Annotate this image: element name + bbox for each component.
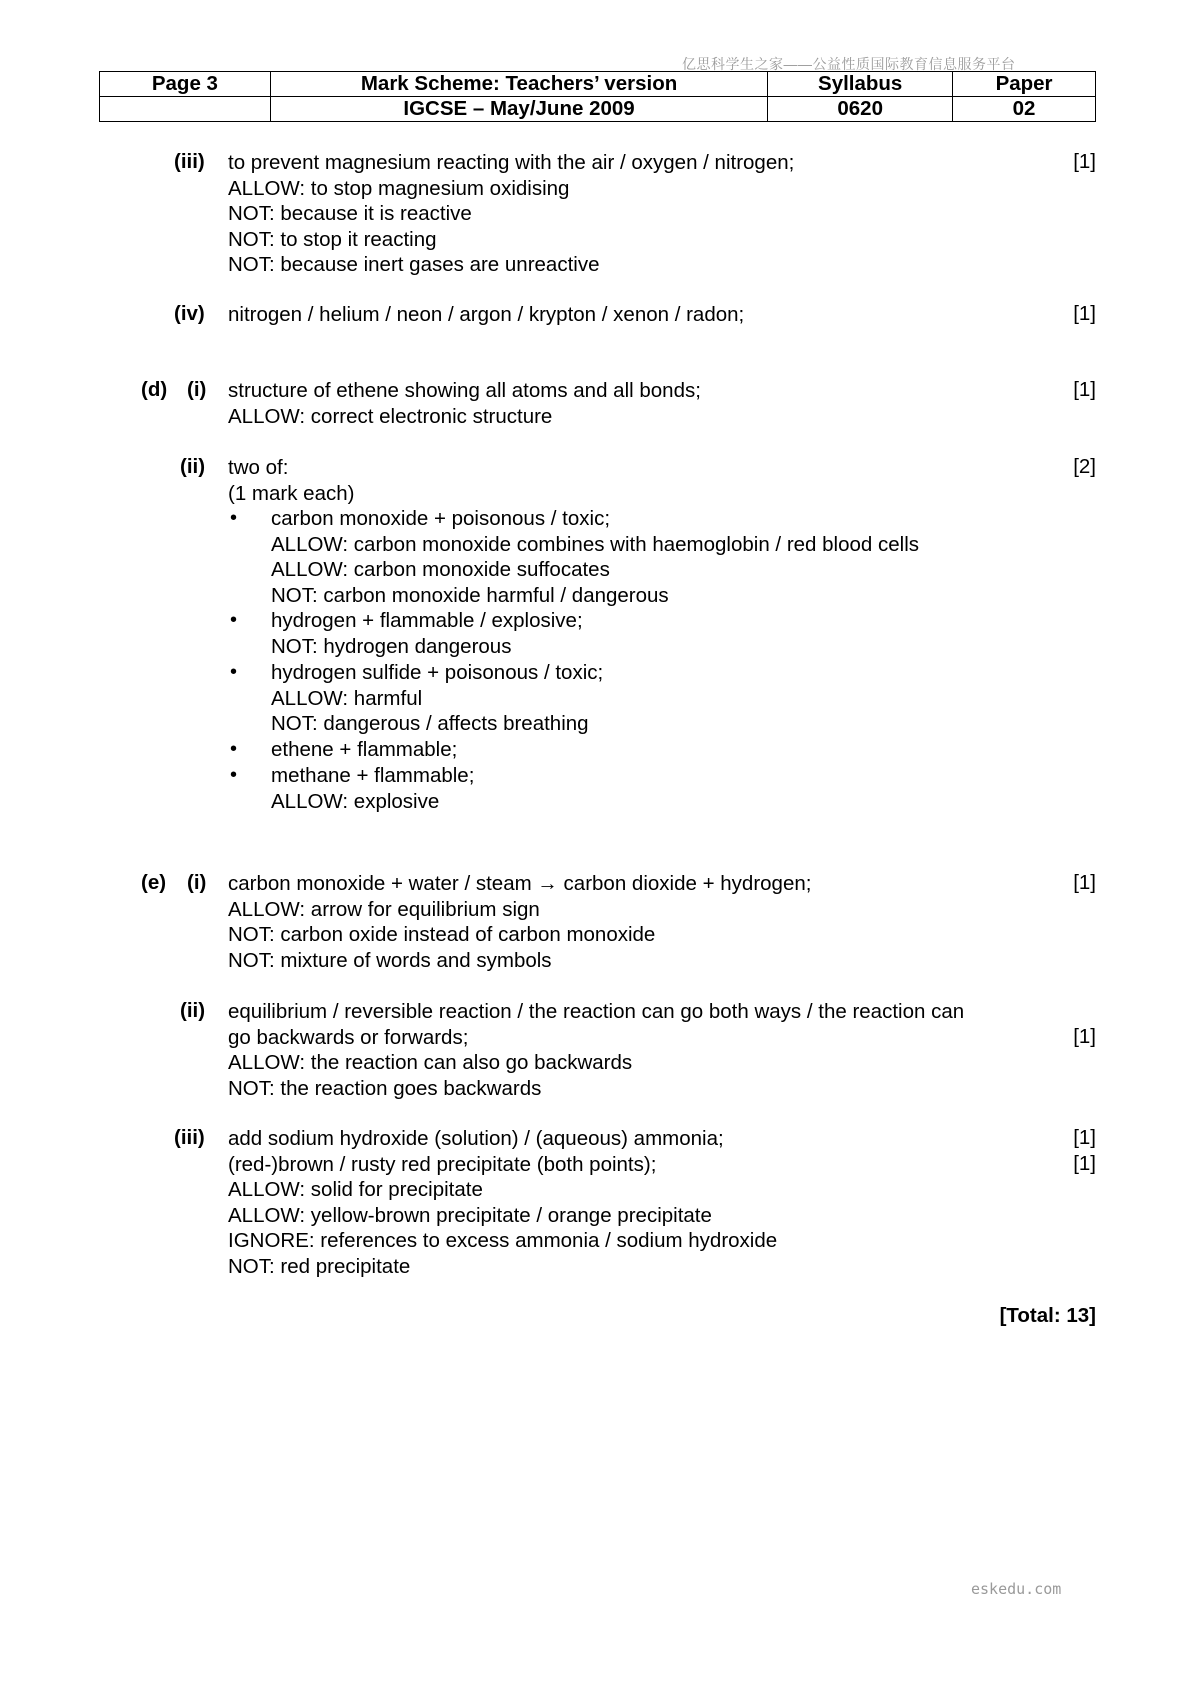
header-title: Mark Scheme: Teachers’ version xyxy=(270,72,767,97)
bullet-dot: • xyxy=(230,738,238,760)
bullet-5-line-2: ALLOW: explosive xyxy=(271,789,440,813)
answer-e-i-line-1: carbon monoxide + water / steam → carbon dioxide + hydrogen; xyxy=(228,872,812,895)
label-iii-c: (iii) xyxy=(174,150,205,173)
bullet-4-line-1: ethene + flammable; xyxy=(271,738,458,761)
header-row-2 xyxy=(100,97,1096,122)
answer-e-i-line-2: ALLOW: arrow for equilibrium sign xyxy=(228,897,540,921)
answer-e-i-line-4: NOT: mixture of words and symbols xyxy=(228,948,552,972)
answer-iv-c-line-1: nitrogen / helium / neon / argon / krypton / xenon / radon; xyxy=(228,303,745,326)
answer-e-iii-line-3: ALLOW: solid for precipitate xyxy=(228,1178,483,1201)
header-table xyxy=(99,71,1096,122)
mark-e-ii: [1] xyxy=(1073,1024,1096,1048)
bullet-2-line-1: hydrogen + flammable / explosive; xyxy=(271,609,583,632)
bullet-dot: • xyxy=(230,609,238,631)
header-paper-number: 02 xyxy=(953,97,1096,122)
answer-iii-c-line-2: ALLOW: to stop magnesium oxidising xyxy=(228,176,570,200)
answer-e-i-line-3: NOT: carbon oxide instead of carbon monoxide xyxy=(228,923,656,946)
bullet-1-line-4: NOT: carbon monoxide harmful / dangerous xyxy=(271,583,669,607)
answer-iii-c-line-3: NOT: because it is reactive xyxy=(228,202,472,225)
mark-iii-c: [1] xyxy=(1073,150,1096,173)
answer-e-iii-line-1: add sodium hydroxide (solution) / (aqueous) ammonia; xyxy=(228,1127,724,1150)
label-e-iii: (iii) xyxy=(174,1126,205,1149)
watermark-top: 亿思科学生之家——公益性质国际教育信息服务平台 xyxy=(682,56,1016,72)
header-page: Page 3 xyxy=(100,72,271,97)
mark-d-ii: [2] xyxy=(1073,455,1096,478)
bullet-1-line-1: carbon monoxide + poisonous / toxic; xyxy=(271,507,611,530)
bullet-1-line-3: ALLOW: carbon monoxide suffocates xyxy=(271,558,610,581)
answer-e-ii-line-1: equilibrium / reversible reaction / the reaction can go both ways / the reaction can xyxy=(228,1000,965,1023)
header-syllabus-code: 0620 xyxy=(768,97,953,122)
bullet-3-line-3: NOT: dangerous / affects breathing xyxy=(271,712,589,735)
answer-e-iii-line-5: IGNORE: references to excess ammonia / sodium hydroxide xyxy=(228,1229,778,1252)
label-d-i: (i) xyxy=(187,378,207,401)
bullet-5-line-1: methane + flammable; xyxy=(271,764,475,787)
mark-e-iii-1: [1] xyxy=(1073,1126,1096,1149)
bullet-dot: • xyxy=(230,661,238,683)
label-iv-c: (iv) xyxy=(174,302,205,325)
label-e-ii: (ii) xyxy=(180,999,206,1022)
answer-d-ii-mark-note: (1 mark each) xyxy=(228,481,355,505)
label-e-i: (i) xyxy=(187,871,207,894)
header-row-1 xyxy=(100,72,1096,97)
answer-iii-c-line-5: NOT: because inert gases are unreactive xyxy=(228,253,600,276)
answer-d-i-line-2: ALLOW: correct electronic structure xyxy=(228,404,553,428)
answer-e-ii-line-2: go backwards or forwards; xyxy=(228,1025,469,1049)
bullet-1-line-2: ALLOW: carbon monoxide combines with haemoglobin / red blood cells xyxy=(271,532,920,556)
answer-e-ii-line-3: ALLOW: the reaction can also go backwards xyxy=(228,1051,633,1074)
mark-d-i: [1] xyxy=(1073,378,1096,401)
header-syllabus-label: Syllabus xyxy=(768,72,953,97)
answer-d-ii-intro: two of: xyxy=(228,456,289,479)
answer-iii-c-line-4: NOT: to stop it reacting xyxy=(228,227,437,251)
mark-e-i: [1] xyxy=(1073,871,1096,894)
bullet-dot: • xyxy=(230,764,238,786)
bullet-dot: • xyxy=(230,507,238,529)
bullet-3-line-1: hydrogen sulfide + poisonous / toxic; xyxy=(271,661,604,684)
mark-iv-c: [1] xyxy=(1073,302,1096,325)
answer-iii-c-line-1: to prevent magnesium reacting with the air / oxygen / nitrogen; xyxy=(228,151,795,174)
bullet-3-line-2: ALLOW: harmful xyxy=(271,686,423,710)
total-marks: [Total: 13] xyxy=(999,1304,1096,1327)
header-empty-cell xyxy=(100,97,271,122)
mark-e-iii-2: [1] xyxy=(1073,1151,1096,1175)
part-e-label: (e) xyxy=(141,871,167,894)
answer-e-ii-line-4: NOT: the reaction goes backwards xyxy=(228,1076,542,1100)
part-d-label: (d) xyxy=(141,378,168,401)
answer-d-i-line-1: structure of ethene showing all atoms and all bonds; xyxy=(228,379,701,402)
watermark-bottom: eskedu.com xyxy=(971,1580,1062,1598)
header-paper-label: Paper xyxy=(953,72,1096,97)
answer-e-iii-line-4: ALLOW: yellow-brown precipitate / orange precipitate xyxy=(228,1203,712,1227)
answer-e-iii-line-6: NOT: red precipitate xyxy=(228,1254,411,1278)
answer-e-iii-line-2: (red-)brown / rusty red precipitate (both points); xyxy=(228,1152,657,1176)
header-exam: IGCSE – May/June 2009 xyxy=(270,97,767,122)
bullet-2-line-2: NOT: hydrogen dangerous xyxy=(271,634,512,658)
label-d-ii: (ii) xyxy=(180,455,206,478)
